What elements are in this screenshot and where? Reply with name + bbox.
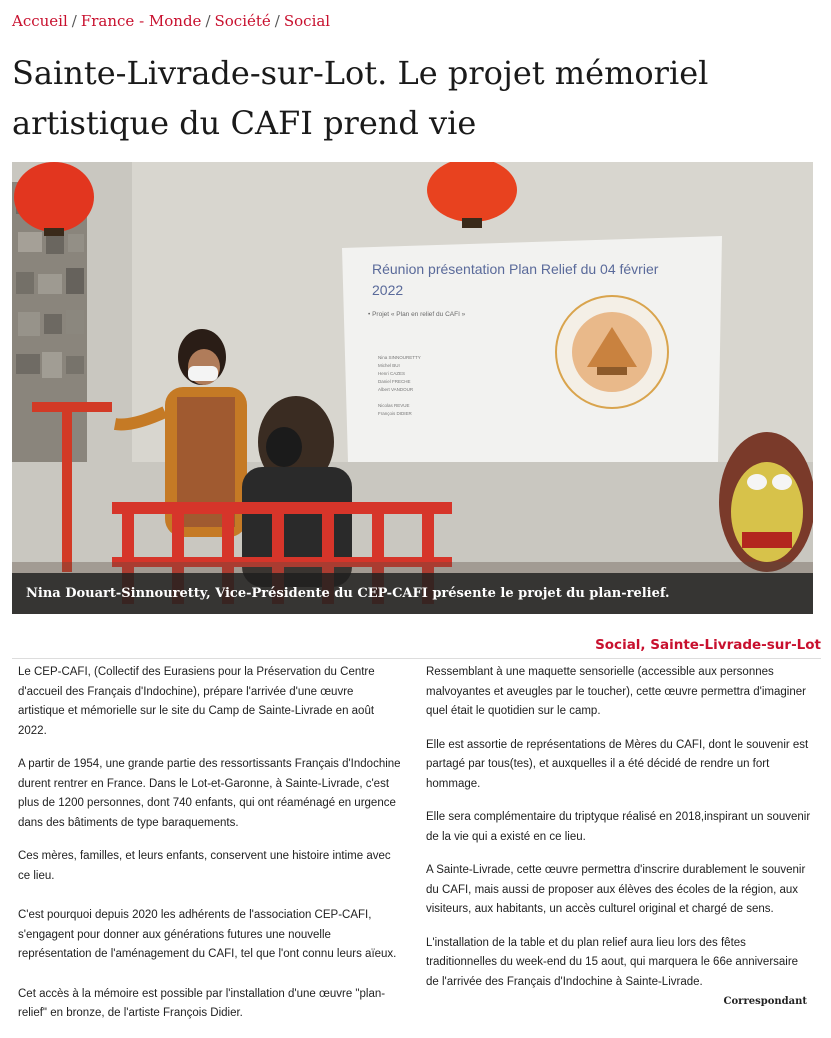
article-body-left-column xyxy=(18,663,402,1038)
paragraph: Elle sera complémentaire du triptyque réalisé en 2018,inspirant un souvenir de la vie qui a existé en ce lieu. xyxy=(426,811,811,843)
slide-name: Nicolas REVUE xyxy=(378,403,410,408)
slide-heading-year: 2022 xyxy=(372,282,404,298)
article-title: Sainte-Livrade-sur-Lot. Le projet mémoriel artistique du CAFI prend vie xyxy=(12,54,709,142)
slide-name: Nina SINNOURETTY xyxy=(378,355,421,360)
section-tags[interactable]: Social, Sainte-Livrade-sur-Lot xyxy=(595,637,821,653)
breadcrumb-separator: / xyxy=(71,12,77,30)
photo-scene xyxy=(12,162,813,614)
divider xyxy=(12,658,821,659)
article-body-right-column xyxy=(426,663,811,1006)
breadcrumb xyxy=(12,12,330,30)
author-signature: Correspondant xyxy=(723,996,807,1007)
paragraph: A Sainte-Livrade, cette œuvre permettra d'inscrire durablement le souvenir du CAFI, mais aussi de proposer aux élèves des écoles de la région, aux visiteurs, aux habitants, un accès culturel original et chargé de sens. xyxy=(426,864,806,915)
slide-name: Michel BUI xyxy=(378,363,400,368)
slide-name: Henri CAZES xyxy=(378,371,406,376)
breadcrumb-item-accueil[interactable]: Accueil xyxy=(12,12,68,30)
photo-caption: Nina Douart-Sinnouretty, Vice-Présidente du CEP-CAFI présente le projet du plan-relief. xyxy=(12,573,813,614)
breadcrumb-item-social[interactable]: Social xyxy=(283,12,331,30)
slide-name: Daniel FRECHE xyxy=(378,379,411,384)
breadcrumb-separator: / xyxy=(205,12,211,30)
paragraph: Cet accès à la mémoire est possible par l'installation d'une œuvre "plan-relief" en bronze, de l'artiste François Didier. xyxy=(18,987,386,1019)
paragraph: Elle est assortie de représentations de Mères du CAFI, dont le souvenir est partagé par tous(tes), et auxquelles il a été décidé de rendre un fort hommage. xyxy=(426,738,809,790)
paragraph: C'est pourquoi depuis 2020 les adhérents de l'association CEP-CAFI, s'engagent pour donner aux générations futures une nouvelle représentation de l'aménagement du CAFI, tel que l'ont connu leurs aïeux. xyxy=(18,909,397,960)
paragraph: A partir de 1954, une grande partie des ressortissants Français d'Indochine durent rentrer en France. Dans le Lot-et-Garonne, à Sainte-Livrade, c'est plus de 1200 personnes, dont 740 enfants, qui ont réaménagé en urgence dans des bâtiments de type baraquements. xyxy=(18,758,401,829)
dragon-head-decoration xyxy=(719,432,813,572)
paragraph: Ces mères, familles, et leurs enfants, conservent une histoire intime avec ce lieu. xyxy=(18,850,391,882)
article-photo[interactable] xyxy=(12,162,813,614)
paragraph: L'installation de la table et du plan relief aura lieu lors des fêtes traditionnelles du week-end du 15 aout, qui marquera le 66e anniversaire de l'arrivée des Français d'Indochine à Sainte-Livrade. xyxy=(426,936,799,988)
breadcrumb-separator: / xyxy=(274,12,280,30)
slide-name: Albert VANDOUR xyxy=(378,387,414,392)
slide-heading: Réunion présentation Plan Relief du 04 février xyxy=(372,261,659,277)
paragraph: Ressemblant à une maquette sensorielle (accessible aux personnes malvoyantes et aveugles par le toucher), cette œuvre permettra d'imaginer quel était le quotidien sur le camp. xyxy=(426,666,806,717)
slide-name: François DIDIER xyxy=(378,411,412,416)
slide-bullet: • Projet « Plan en relief du CAFI » xyxy=(368,311,466,318)
red-lantern xyxy=(14,162,94,232)
breadcrumb-item-societe[interactable]: Société xyxy=(214,12,271,30)
lectern xyxy=(32,402,112,412)
breadcrumb-item-france-monde[interactable]: France - Monde xyxy=(80,12,202,30)
paragraph: Le CEP-CAFI, (Collectif des Eurasiens pour la Préservation du Centre d'accueil des Français d'Indochine), prépare l'arrivée d'une œuvre artistique et mémorielle sur le site du Camp de Sainte-Livrade en août 2022. xyxy=(18,666,375,737)
